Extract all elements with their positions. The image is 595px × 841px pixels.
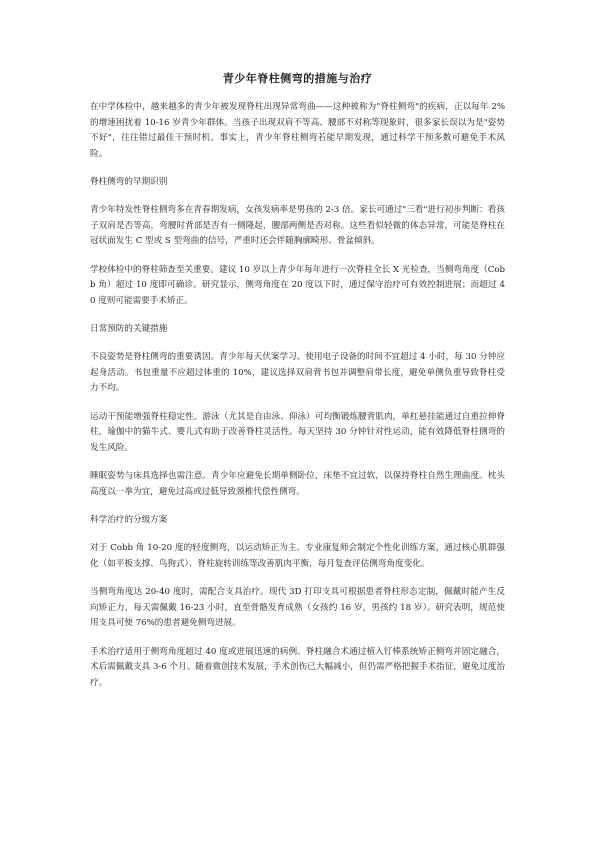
paragraph-mild-treatment: 对于 Cobb 角 10-20 度的轻度侧弯，以运动矫正为主。专业康复师会制定个性化训练方案，通过核心肌群强化（如平板支撑、鸟狗式）、脊柱旋转训练等改善肌肉平衡，每月复查评估侧弯角度变化。 xyxy=(90,543,505,569)
section-heading-early-identification: 脊柱侧弯的早期识别 xyxy=(90,177,168,187)
paragraph-surgery: 手术治疗适用于侧弯角度超过 40 度或进展迅速的病例。脊柱融合术通过植入钉棒系统矫正侧弯并固定融合，术后需佩戴支具 3-6 个月。随着微创技术发展，手术创伤已大幅减小，但仍需严格把握手术指征，避免过度治疗。 xyxy=(90,646,505,688)
paragraph-exercise: 运动干预能增强脊柱稳定性。游泳（尤其是自由泳、仰泳）可均衡锻炼腰背肌肉，单杠悬挂能通过自重拉伸脊柱，瑜伽中的猫牛式、婴儿式有助于改善脊柱灵活性。每天坚持 30 分钟针对性运动，能有效降低脊柱侧弯的发生风险。 xyxy=(90,411,505,453)
section-heading-graded-treatment: 科学治疗的分级方案 xyxy=(90,515,168,525)
paragraph-school-screening: 学校体检中的脊柱筛查至关重要。建议 10 岁以上青少年每年进行一次脊柱全长 X 光检查，当侧弯角度（Cobb 角）超过 10 度即可确诊。研究显示，侧弯角度在 20 度以下时，通过保守治疗可有效控制进展；而超过 40 度则可能需要手术矫正。 xyxy=(90,264,505,306)
section-heading-daily-prevention: 日常预防的关键措施 xyxy=(90,324,168,334)
paragraph-intro: 在中学体检中，越来越多的青少年被发现脊柱出现异常弯曲——这种被称为"脊柱侧弯"的疾病，正以每年 2%的增速困扰着 10-16 岁青少年群体。当孩子出现双肩不等高、腰部不对称等现象时，很多家长误以为是"姿势不好"，往往错过最佳干预时机。事实上，青少年脊柱侧弯若能早期发现，通过科学干预多数可避免手术风险。 xyxy=(90,102,505,159)
paragraph-posture: 不良姿势是脊柱侧弯的重要诱因。青少年每天伏案学习、使用电子设备的时间不宜超过 4 小时，每 30 分钟应起身活动。书包重量不应超过体重的 10%，建议选择双肩背书包并调整肩带长度，避免单侧负重导致脊柱受力不均。 xyxy=(90,352,505,393)
paragraph-brace-treatment: 当侧弯角度达 20-40 度时，需配合支具治疗。现代 3D 打印支具可根据患者脊柱形态定制，佩戴时能产生反向矫正力，每天需佩戴 16-23 小时，直至骨骼发育成熟（女孩约 16 岁，男孩约 18 岁）。研究表明，规范使用支具可使 76%的患者避免侧弯进展。 xyxy=(90,587,505,628)
paragraph-sleep: 睡眠姿势与床具选择也需注意。青少年应避免长期单侧卧位，床垫不宜过软，以保持脊柱自然生理曲度。枕头高度以一拳为宜，避免过高或过低导致颈椎代偿性侧弯。 xyxy=(90,471,505,497)
paragraph-three-checks: 青少年特发性脊柱侧弯多在青春期发病，女孩发病率是男孩的 2-3 倍。家长可通过"三看"进行初步判断：看孩子双肩是否等高，弯腰时背部是否有一侧隆起，腰部两侧是否对称。这些看似轻微的体态异常，可能是脊柱在冠状面发生 C 型或 S 型弯曲的信号，严重时还会伴随胸廓畸形、骨盆倾斜。 xyxy=(90,205,505,246)
document-title: 青少年脊柱侧弯的措施与治疗 xyxy=(222,72,373,85)
